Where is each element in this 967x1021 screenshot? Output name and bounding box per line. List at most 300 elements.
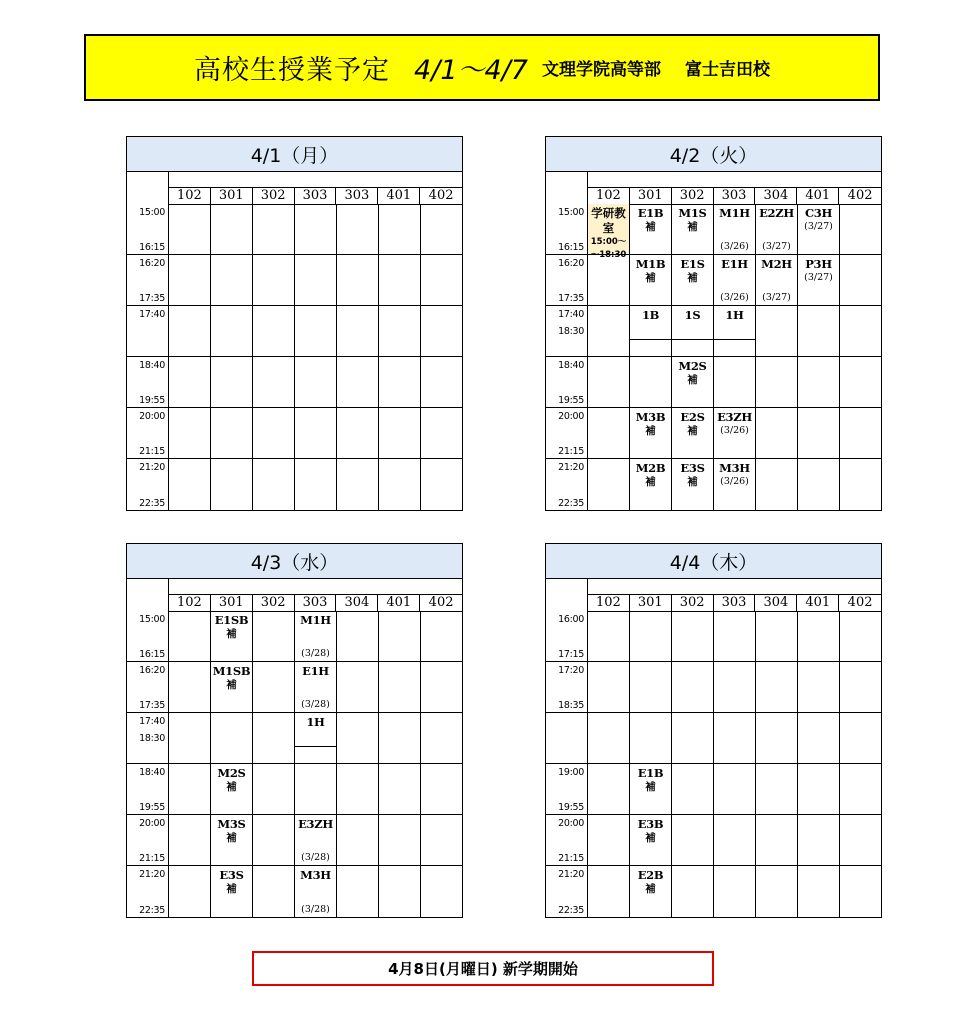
schedule-cell (714, 306, 756, 357)
schedule-cell (798, 459, 840, 510)
room-label: 102 (588, 594, 630, 611)
class-code: M2S (678, 359, 707, 373)
schedule-cell (672, 306, 714, 357)
schedule-cell (379, 357, 421, 408)
original-date: (3/27) (804, 221, 833, 232)
period-start-time: 20:00 (558, 818, 584, 829)
period-end-time: 19:55 (558, 802, 584, 813)
period-end-time: 17:35 (139, 293, 165, 304)
room-label: 402 (428, 595, 454, 610)
room-header-row (588, 187, 881, 205)
schedule-cell (253, 611, 295, 662)
cell-divider (672, 339, 714, 340)
schedule-cell (672, 764, 714, 815)
original-date: (3/28) (301, 852, 330, 863)
period-end-time: 22:35 (139, 498, 165, 509)
schedule-cell (253, 713, 295, 764)
schedule-cell (295, 764, 337, 815)
period-mid-time: 18:30 (558, 326, 584, 337)
schedule-cell (756, 764, 798, 815)
day-panel-0 (126, 136, 463, 511)
schedule-cell (630, 611, 672, 662)
schedule-cell (295, 204, 337, 255)
room-label: 303 (714, 594, 756, 611)
schedule-cell (337, 408, 379, 459)
time-period (127, 662, 169, 713)
makeup-mark: 補 (687, 374, 698, 386)
time-period (546, 459, 588, 510)
room-label: 302 (253, 594, 295, 611)
period-start-time: 21:20 (558, 462, 584, 473)
makeup-mark: 補 (645, 781, 656, 793)
period-start-time: 16:00 (558, 614, 584, 625)
schedule-cell (169, 815, 211, 866)
class-code: M2S (217, 766, 246, 780)
time-period (546, 357, 588, 408)
schedule-cell (169, 459, 211, 510)
schedule-cell (798, 204, 840, 255)
class-code: E1H (302, 664, 329, 678)
schedule-cell (588, 459, 630, 510)
room-header-row (169, 594, 462, 612)
schedule-grid (588, 204, 881, 510)
original-date: (3/26) (720, 476, 749, 487)
schedule-cell (756, 408, 798, 459)
schedule-cell (337, 204, 379, 255)
schedule-cell (211, 459, 253, 510)
schedule-cell (840, 815, 882, 866)
original-date: (3/26) (720, 241, 749, 252)
schedule-cell (337, 764, 379, 815)
schedule-cell (672, 204, 714, 255)
time-period (127, 357, 169, 408)
time-period (127, 204, 169, 255)
time-period (546, 662, 588, 713)
schedule-cell (337, 255, 379, 306)
makeup-mark: 補 (645, 272, 656, 284)
schedule-cell (798, 662, 840, 713)
schedule-cell (672, 815, 714, 866)
schedule-cell (588, 815, 630, 866)
schedule-cell (840, 764, 882, 815)
period-end-time: 22:35 (139, 905, 165, 916)
room-label: 401 (797, 187, 839, 204)
original-date: (3/28) (301, 648, 330, 659)
class-code: 1H (725, 308, 744, 322)
makeup-mark: 補 (645, 832, 656, 844)
schedule-cell (714, 713, 756, 764)
period-end-time: 21:15 (558, 446, 584, 457)
period-start-time: 20:00 (139, 818, 165, 829)
room-label: 102 (169, 187, 211, 204)
schedule-cell (840, 255, 882, 306)
schedule-cell (337, 662, 379, 713)
makeup-mark: 補 (226, 679, 237, 691)
period-end-time: 21:15 (558, 853, 584, 864)
schedule-cell (253, 764, 295, 815)
schedule-cell (840, 408, 882, 459)
header-spacer-row (588, 578, 881, 595)
original-date: (3/26) (720, 292, 749, 303)
schedule-cell (421, 204, 463, 255)
period-end-time: 21:15 (139, 446, 165, 457)
class-code: 1H (306, 715, 325, 729)
makeup-mark: 補 (226, 883, 237, 895)
room-label: 302 (253, 187, 295, 204)
schedule-cell (588, 204, 630, 260)
schedule-cell (840, 204, 882, 255)
schedule-cell (714, 611, 756, 662)
class-code: M3H (300, 868, 331, 882)
schedule-cell (714, 815, 756, 866)
schedule-cell (588, 408, 630, 459)
schedule-cell (672, 408, 714, 459)
class-code: E3ZH (298, 817, 333, 831)
room-header-row (169, 187, 462, 205)
schedule-cell (211, 204, 253, 255)
schedule-cell (169, 357, 211, 408)
time-period (546, 713, 588, 764)
class-code: E1H (721, 257, 748, 271)
schedule-cell (169, 611, 211, 662)
room-label: 301 (211, 187, 253, 204)
schedule-cell (253, 866, 295, 917)
schedule-cell (798, 306, 840, 357)
schedule-cell (421, 713, 463, 764)
schedule-cell (672, 713, 714, 764)
schedule-cell (421, 306, 463, 357)
period-end-time: 22:35 (558, 498, 584, 509)
class-code: E2ZH (759, 206, 794, 220)
schedule-cell (756, 255, 798, 306)
room-label: 401 (378, 187, 420, 204)
time-column (127, 578, 169, 917)
schedule-cell (253, 662, 295, 713)
schedule-cell (756, 204, 798, 255)
schedule-grid (169, 204, 462, 510)
period-end-time: 22:35 (558, 905, 584, 916)
period-start-time: 21:20 (558, 869, 584, 880)
period-end-time: 19:55 (139, 395, 165, 406)
schedule-cell (253, 357, 295, 408)
schedule-cell (337, 713, 379, 764)
makeup-mark: 補 (645, 476, 656, 488)
schedule-cell (588, 255, 630, 306)
schedule-cell (211, 713, 253, 764)
page-title: 高校生授業予定 (194, 55, 391, 86)
period-end-time: 21:15 (139, 853, 165, 864)
schedule-cell (840, 306, 882, 357)
room-label: 304 (336, 594, 378, 611)
schedule-cell (840, 866, 882, 917)
schedule-cell (714, 866, 756, 917)
class-code: M3B (635, 410, 666, 424)
day-header: 4/3（水） (127, 544, 462, 579)
schedule-cell (253, 255, 295, 306)
period-end-time: 16:15 (139, 649, 165, 660)
makeup-mark: 補 (226, 628, 237, 640)
schedule-cell (672, 611, 714, 662)
schedule-cell (798, 815, 840, 866)
period-start-time: 20:00 (558, 411, 584, 422)
schedule-cell (379, 459, 421, 510)
day-header: 4/1（月） (127, 137, 462, 172)
schedule-cell (421, 866, 463, 917)
room-label: 301 (630, 187, 672, 204)
day-panel-2 (126, 543, 463, 918)
schedule-cell (630, 713, 672, 764)
day-header: 4/2（火） (546, 137, 881, 172)
period-start-time: 16:20 (139, 258, 165, 269)
period-end-time: 16:15 (558, 242, 584, 253)
schedule-cell (211, 357, 253, 408)
class-code: M2B (635, 461, 666, 475)
makeup-mark: 補 (645, 883, 656, 895)
room-label: 402 (847, 188, 873, 203)
class-code: E1B (637, 206, 664, 220)
class-code: E1S (680, 257, 705, 271)
time-period (546, 306, 588, 357)
schedule-cell (295, 662, 337, 713)
period-mid-time: 18:30 (139, 733, 165, 744)
room-label: 302 (672, 594, 714, 611)
makeup-mark: 補 (645, 425, 656, 437)
room-label: 102 (169, 594, 211, 611)
class-code: E1SB (214, 613, 249, 627)
original-date: (3/27) (804, 272, 833, 283)
schedule-cell (798, 866, 840, 917)
room-label: 102 (588, 187, 630, 204)
period-start-time: 21:20 (139, 462, 165, 473)
class-code: E2S (680, 410, 705, 424)
time-period (127, 815, 169, 866)
schedule-cell (798, 764, 840, 815)
schedule-cell (295, 459, 337, 510)
room-label: 301 (211, 594, 253, 611)
footer-notice: 4月8日(月曜日) 新学期開始 (252, 951, 714, 986)
schedule-cell (379, 764, 421, 815)
room-label: 303 (295, 594, 337, 611)
schedule-cell (672, 357, 714, 408)
period-end-time: 19:55 (558, 395, 584, 406)
schedule-cell (379, 204, 421, 255)
schedule-cell (714, 408, 756, 459)
schedule-cell (211, 408, 253, 459)
schedule-cell (421, 815, 463, 866)
period-start-time: 18:40 (558, 360, 584, 371)
schedule-cell (630, 764, 672, 815)
schedule-cell (295, 255, 337, 306)
room-label: 303 (336, 187, 378, 204)
schedule-cell (253, 815, 295, 866)
schedule-cell (379, 611, 421, 662)
schedule-cell (337, 815, 379, 866)
class-code: E3ZH (717, 410, 752, 424)
schedule-cell (379, 866, 421, 917)
period-start-time: 16:20 (558, 258, 584, 269)
period-start-time: 16:20 (139, 665, 165, 676)
period-start-time: 21:20 (139, 869, 165, 880)
special-time-end: 〜18:30 (590, 250, 627, 260)
class-code: E3B (637, 817, 664, 831)
schedule-cell (588, 662, 630, 713)
page-title-banner (84, 34, 880, 101)
schedule-cell (756, 866, 798, 917)
room-label: 303 (295, 187, 337, 204)
class-code: E1B (637, 766, 664, 780)
cell-divider (295, 746, 337, 747)
room-label: 401 (378, 594, 420, 611)
makeup-mark: 補 (226, 832, 237, 844)
schedule-cell (253, 459, 295, 510)
class-code: M1B (635, 257, 666, 271)
class-code: C3H (804, 206, 833, 220)
schedule-cell (588, 764, 630, 815)
schedule-cell (379, 662, 421, 713)
schedule-cell (211, 866, 253, 917)
period-start-time: 15:00 (139, 614, 165, 625)
schedule-cell (379, 713, 421, 764)
schedule-cell (253, 408, 295, 459)
schedule-cell (169, 408, 211, 459)
schedule-grid (588, 611, 881, 917)
schedule-cell (840, 459, 882, 510)
schedule-cell (588, 611, 630, 662)
schedule-cell (588, 866, 630, 917)
header-spacer-row (169, 171, 462, 188)
time-period (546, 815, 588, 866)
schedule-cell (379, 408, 421, 459)
schedule-cell (211, 815, 253, 866)
time-period (127, 408, 169, 459)
room-label: 402 (428, 188, 454, 203)
schedule-cell (421, 357, 463, 408)
period-start-time: 20:00 (139, 411, 165, 422)
period-end-time: 18:35 (558, 700, 584, 711)
special-room-label: 学研教室 (591, 206, 626, 235)
schedule-cell (421, 611, 463, 662)
class-code: E3S (680, 461, 705, 475)
time-period (127, 611, 169, 662)
schedule-cell (840, 357, 882, 408)
time-period (546, 255, 588, 306)
schedule-cell (798, 357, 840, 408)
period-start-time: 15:00 (558, 207, 584, 218)
period-end-time: 17:15 (558, 649, 584, 660)
period-start-time: 18:40 (139, 767, 165, 778)
time-period (127, 459, 169, 510)
schedule-cell (630, 662, 672, 713)
schedule-cell (211, 611, 253, 662)
room-label: 303 (714, 187, 756, 204)
makeup-mark: 補 (226, 781, 237, 793)
schedule-cell (421, 662, 463, 713)
schedule-cell (379, 255, 421, 306)
schedule-cell (756, 306, 798, 357)
schedule-cell (169, 713, 211, 764)
schedule-cell (840, 713, 882, 764)
original-date: (3/27) (762, 292, 791, 303)
schedule-cell (756, 815, 798, 866)
time-period (127, 255, 169, 306)
header-spacer-row (169, 578, 462, 595)
schedule-cell (169, 662, 211, 713)
schedule-cell (714, 662, 756, 713)
schedule-cell (421, 459, 463, 510)
schedule-cell (169, 866, 211, 917)
period-start-time: 17:40 (558, 309, 584, 320)
class-code: 1B (641, 308, 660, 322)
schedule-cell (295, 866, 337, 917)
schedule-cell (295, 611, 337, 662)
time-period (127, 764, 169, 815)
schedule-cell (714, 764, 756, 815)
schedule-cell (211, 662, 253, 713)
schedule-cell (798, 713, 840, 764)
original-date: (3/26) (720, 425, 749, 436)
schedule-cell (379, 306, 421, 357)
schedule-cell (169, 306, 211, 357)
schedule-cell (421, 408, 463, 459)
class-code: M1H (719, 206, 750, 220)
schedule-cell (421, 764, 463, 815)
makeup-mark: 補 (687, 425, 698, 437)
period-start-time: 17:40 (139, 309, 165, 320)
period-start-time: 18:40 (139, 360, 165, 371)
period-end-time: 19:55 (139, 802, 165, 813)
schedule-cell (211, 306, 253, 357)
schedule-cell (756, 713, 798, 764)
class-code: P3H (805, 257, 832, 271)
class-code: 1S (684, 308, 701, 322)
time-period (546, 866, 588, 917)
schedule-grid (169, 611, 462, 917)
original-date: (3/28) (301, 699, 330, 710)
class-code: M3S (217, 817, 246, 831)
class-code: M3H (719, 461, 750, 475)
schedule-cell (630, 866, 672, 917)
schedule-cell (421, 255, 463, 306)
schedule-cell (798, 611, 840, 662)
schedule-cell (630, 408, 672, 459)
day-panel-1 (545, 136, 882, 511)
schedule-cell (211, 255, 253, 306)
schedule-cell (672, 866, 714, 917)
schedule-cell (211, 764, 253, 815)
period-start-time: 17:20 (558, 665, 584, 676)
time-period (127, 866, 169, 917)
time-period (127, 713, 169, 764)
schedule-cell (588, 357, 630, 408)
time-column (546, 578, 588, 917)
room-label: 304 (755, 594, 797, 611)
schedule-cell (672, 255, 714, 306)
schedule-cell (337, 306, 379, 357)
schedule-cell (630, 306, 672, 357)
header-spacer-row (588, 171, 881, 188)
class-code: M1SB (212, 664, 251, 678)
class-code: M1S (678, 206, 707, 220)
schedule-cell (630, 815, 672, 866)
schedule-cell (295, 306, 337, 357)
makeup-mark: 補 (687, 221, 698, 233)
time-period (546, 408, 588, 459)
cell-divider (714, 339, 756, 340)
class-code: E3S (219, 868, 244, 882)
schedule-cell (756, 611, 798, 662)
time-period (546, 764, 588, 815)
room-label: 302 (672, 187, 714, 204)
